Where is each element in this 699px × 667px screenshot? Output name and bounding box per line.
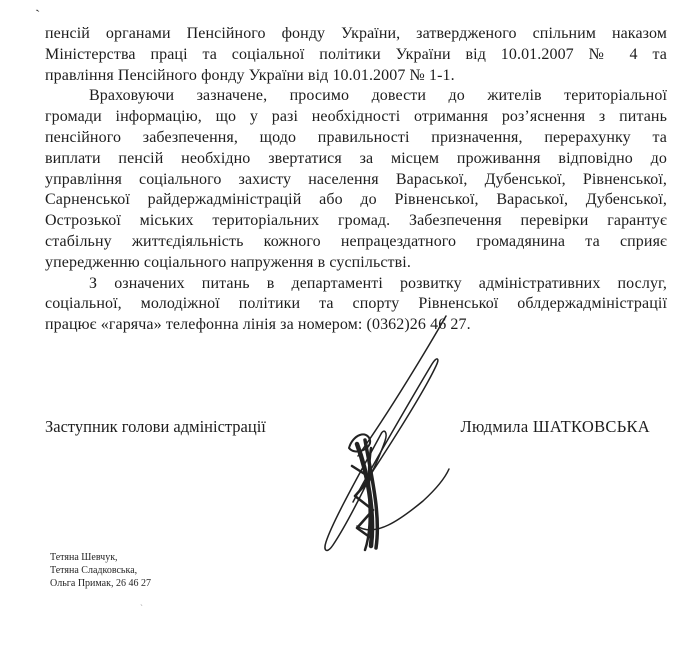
text-line: виплати пенсій необхідно звертатися за місцем проживання відповідно до	[45, 149, 667, 167]
text-line: громади інформацію, що у разі необхідності отримання роз’яснення з питань	[45, 108, 667, 126]
paragraph	[45, 24, 667, 86]
text-line: Острозької міських територіальних громад. Забезпечення перевірки гарантує	[45, 212, 667, 230]
text-line: соціальної, молодіжної політики та спорту Рівненської облдержадміністрації	[45, 295, 667, 313]
text-line: працює «гаряча» телефонна лінія за номером: (0362)26 46 27.	[45, 316, 471, 334]
text-line: пенсійного забезпечення, щодо правильності призначення, перерахунку та	[45, 128, 667, 146]
signoff-position-title: Заступник голови адміністрації	[45, 417, 266, 436]
scan-artifact-mark-bottom: ˎ	[140, 596, 143, 606]
text-line: управління соціального захисту населення Вараської, Дубенської, Рівненської,	[45, 170, 667, 188]
text-line: упередженню соціального напруження в суспільстві.	[45, 253, 411, 271]
signoff-row	[45, 417, 650, 437]
text-line: правління Пенсійного фонду України від 10.01.2007 № 1-1.	[45, 66, 455, 84]
text-line: З означених питань в департаменті розвитку адміністративних послуг,	[89, 274, 667, 292]
text-line: Міністерства праці та соціальної політики України від 10.01.2007 № 4 та	[45, 45, 667, 63]
executor-line: Ольга Примак, 26 46 27	[50, 578, 151, 589]
letter-body	[45, 24, 667, 336]
scan-artifact-mark-top: `	[34, 7, 43, 25]
executor-line: Тетяна Сладковська,	[50, 565, 138, 576]
text-line: стабільну життєдіяльність кожного непрацездатного громадянина та сприяє	[45, 232, 667, 250]
signer-name: Людмила ШАТКОВСЬКА	[460, 417, 650, 436]
executor-line: Тетяна Шевчук,	[50, 552, 118, 563]
executors-list	[50, 551, 151, 590]
paragraph	[45, 86, 667, 273]
text-line: Враховуючи зазначене, просимо довести до жителів територіальної	[89, 87, 667, 105]
text-line: Сарненської райдержадміністрацій або до Рівненської, Вараської, Дубенської,	[45, 191, 667, 209]
paragraph	[45, 274, 667, 336]
text-line: пенсій органами Пенсійного фонду України, затвердженого спільним наказом	[45, 25, 667, 42]
